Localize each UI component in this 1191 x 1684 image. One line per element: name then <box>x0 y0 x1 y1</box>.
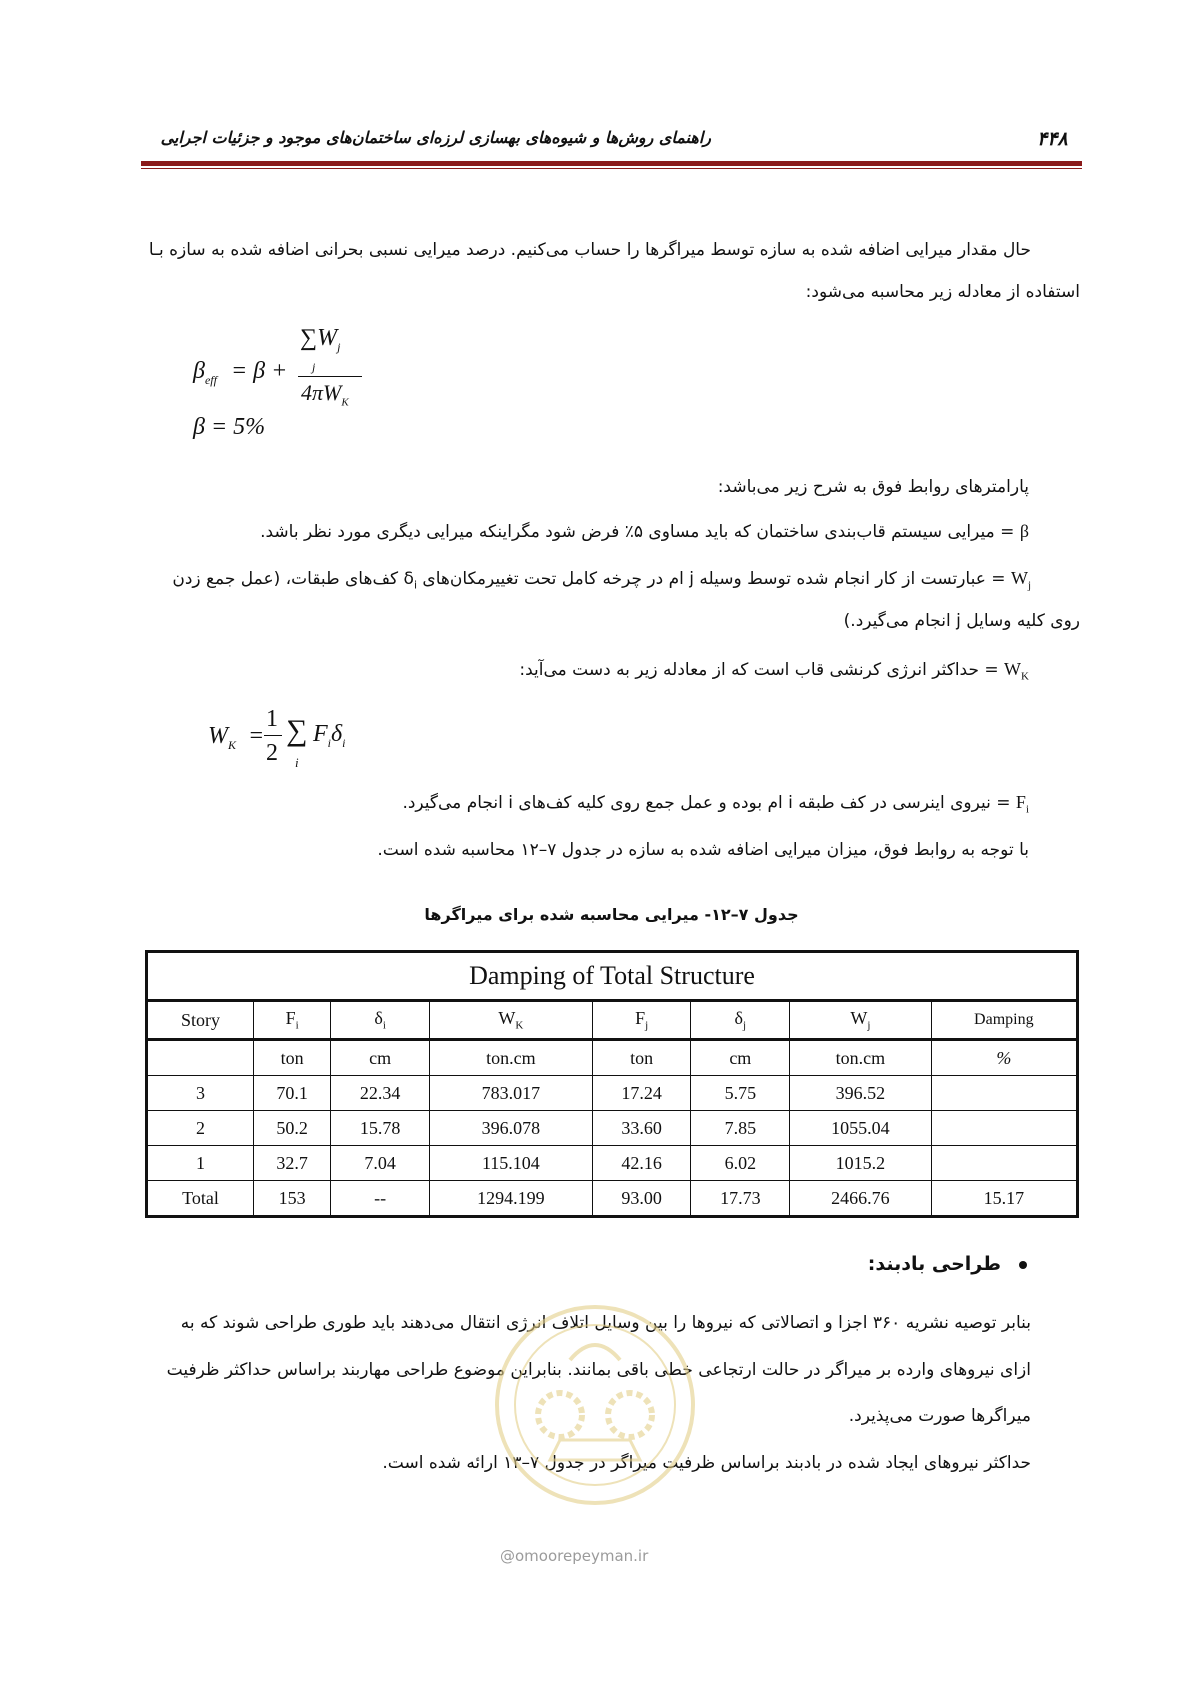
page-number: ۴۴۸ <box>1037 128 1068 150</box>
param-wj-definition: $W_j$ = عبارتست از کار انجام شده توسط وسیله j ام در چرخه کامل تحت تغییرمکان‌های $\delta_i$ کف‌های طبقات، (عمل جمع زدن <box>172 568 1031 592</box>
table-cell <box>931 1076 1077 1111</box>
param-wj-definition-cont: روی کلیه وسایل j انجام می‌گیرد.) <box>843 611 1080 631</box>
table-cell: 17.73 <box>691 1181 790 1217</box>
table-cell: 153 <box>254 1181 331 1217</box>
table-cell <box>931 1111 1077 1146</box>
params-intro: پارامترهای روابط فوق به شرح زیر می‌باشد: <box>717 477 1029 497</box>
col-header-damping: Damping <box>931 1001 1077 1040</box>
header-rule-thick <box>141 161 1082 166</box>
table-cell: 6.02 <box>691 1146 790 1181</box>
running-header-title: راهنمای روش‌ها و شیوه‌های بهسازی لرزه‌ای ساختمان‌های موجود و جزئیات اجرایی <box>160 128 711 147</box>
table-cell: 1015.2 <box>790 1146 931 1181</box>
table-cell: 7.85 <box>691 1111 790 1146</box>
equation-beta-denominator: $4\pi W_K$ <box>301 380 349 409</box>
table-cell: 2466.76 <box>790 1181 931 1217</box>
bullet-icon <box>1019 1261 1027 1269</box>
table-row-total <box>147 1181 1078 1217</box>
col-header-delta-j: $\delta_j$ <box>691 1001 790 1040</box>
table-caption: جدول ۷–۱۲- میرایی محاسبه شده برای میراگرها <box>424 905 799 924</box>
table-cell: 70.1 <box>254 1076 331 1111</box>
equation-wk-half-bar <box>264 735 282 736</box>
col-header-fj: $F_j$ <box>592 1001 691 1040</box>
table-cell: 50.2 <box>254 1111 331 1146</box>
table-row <box>147 1076 1078 1111</box>
table-cell: 1 <box>147 1146 254 1181</box>
section-paragraph-line-2: ازای نیروهای وارده بر میراگر در حالت ارتجاعی خطی باقی بمانند. بنابراین موضوع طراحی مهاربند براساس حداکثر ظرفیت <box>166 1360 1031 1380</box>
table-header-row <box>147 1001 1078 1040</box>
equation-wk-term: $F_i\delta_i$ <box>313 721 346 750</box>
table-cell: -- <box>331 1181 430 1217</box>
table-cell: 15.17 <box>931 1181 1077 1217</box>
intro-line-1: حال مقدار میرایی اضافه شده به سازه توسط میراگرها را حساب می‌کنیم. درصد میرایی نسبی بحرانی اضافه شده به سازه بـا <box>148 240 1031 260</box>
equation-beta-value: β = 5% <box>193 414 266 440</box>
equation-wk-half-num: 1 <box>266 706 278 732</box>
table-cell: 3 <box>147 1076 254 1111</box>
table-cell: 783.017 <box>429 1076 592 1111</box>
table-cell: 7.04 <box>331 1146 430 1181</box>
table-cell: 17.24 <box>592 1076 691 1111</box>
param-beta-definition: β = میرایی سیستم قاب‌بندی ساختمان که باید مساوی ۵٪ فرض شود مگراینکه میرایی دیگری مورد نظر باشد. <box>260 521 1029 542</box>
equation-wk-sum-index: i <box>295 755 299 770</box>
unit-cell: cm <box>691 1040 790 1076</box>
col-header-fi: $F_i$ <box>254 1001 331 1040</box>
section-heading: طراحی بادبند: <box>868 1253 1027 1275</box>
table-row <box>147 1111 1078 1146</box>
table-title: Damping of Total Structure <box>147 952 1078 1001</box>
equation-wk-sum: ∑ <box>286 714 308 747</box>
header-rule-thin <box>141 168 1082 169</box>
table-cell: Total <box>147 1181 254 1217</box>
table-row <box>147 1146 1078 1181</box>
equation-beta-sum-index: j <box>312 360 316 374</box>
equation-beta-eff: $\beta_{eff} = \beta$ + <box>193 358 288 387</box>
publisher-seal-watermark <box>490 1300 700 1510</box>
table-cell: 396.52 <box>790 1076 931 1111</box>
table-cell: 33.60 <box>592 1111 691 1146</box>
table-cell: 1294.199 <box>429 1181 592 1217</box>
table-cell: 93.00 <box>592 1181 691 1217</box>
equation-beta-numerator: $\sum W_j$ <box>300 325 341 354</box>
table-reference-paragraph: با توجه به روابط فوق، میزان میرایی اضافه شده به سازه در جدول ۷–۱۲ محاسبه شده است. <box>377 840 1029 860</box>
param-wk-definition: $W_K$ = حداکثر انرژی کرنشی قاب است که از معادله زیر به دست می‌آید: <box>519 659 1029 683</box>
equation-beta-fraction-bar <box>298 376 362 377</box>
table-cell: 396.078 <box>429 1111 592 1146</box>
table-units-row <box>147 1040 1078 1076</box>
unit-cell: cm <box>331 1040 430 1076</box>
section-paragraph-line-3: میراگرها صورت می‌پذیرد. <box>848 1406 1031 1426</box>
unit-cell: % <box>931 1040 1077 1076</box>
table-cell: 22.34 <box>331 1076 430 1111</box>
intro-line-2: استفاده از معادله زیر محاسبه می‌شود: <box>805 282 1080 302</box>
param-fi-definition: $F_i$ = نیروی اینرسی در کف طبقه i ام بوده و عمل جمع روی کلیه کف‌های i انجام می‌گیرد. <box>402 792 1029 816</box>
watermark-site: @omoorepeyman.ir <box>500 1547 649 1565</box>
unit-cell: ton <box>592 1040 691 1076</box>
section-paragraph-line-1: بنابر توصیه نشریه ۳۶۰ اجزا و اتصالاتی که نیروها را بین وسایل اتلاف انرژی انتقال می‌دهند باید طوری طراحی شوند که به <box>180 1313 1031 1333</box>
col-header-wj: $W_j$ <box>790 1001 931 1040</box>
table-cell <box>931 1146 1077 1181</box>
unit-cell: ton.cm <box>790 1040 931 1076</box>
col-header-delta-i: $\delta_i$ <box>331 1001 430 1040</box>
col-header-wk: $W_K$ <box>429 1001 592 1040</box>
table-cell: 32.7 <box>254 1146 331 1181</box>
unit-cell <box>147 1040 254 1076</box>
table-cell: 5.75 <box>691 1076 790 1111</box>
section-paragraph-2: حداکثر نیروهای ایجاد شده در بادبند براساس ظرفیت میراگر در جدول ۷–۱۳ ارائه شده است. <box>382 1453 1031 1473</box>
table-cell: 115.104 <box>429 1146 592 1181</box>
unit-cell: ton.cm <box>429 1040 592 1076</box>
equation-wk-lhs: $W_K$ = <box>208 723 265 752</box>
col-header-story: Story <box>147 1001 254 1040</box>
equation-wk-half-den: 2 <box>266 740 278 766</box>
table-cell: 42.16 <box>592 1146 691 1181</box>
table-cell: 15.78 <box>331 1111 430 1146</box>
table-cell: 2 <box>147 1111 254 1146</box>
damping-table <box>145 950 1079 1218</box>
table-cell: 1055.04 <box>790 1111 931 1146</box>
unit-cell: ton <box>254 1040 331 1076</box>
